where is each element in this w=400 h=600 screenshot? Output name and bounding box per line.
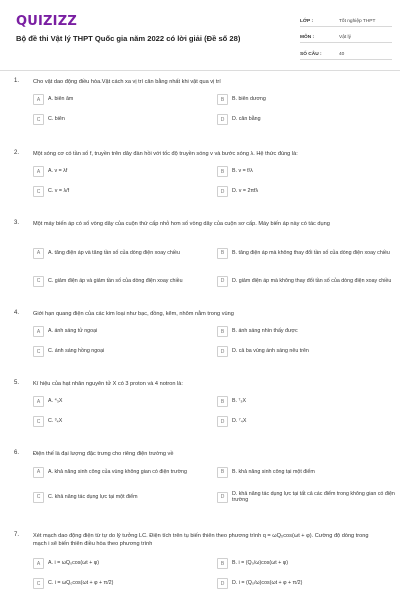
meta-panel [300, 14, 392, 64]
question-text: Điện thế là đại lượng đặc trưng cho riêng điện trường về [33, 451, 174, 457]
option-d[interactable] [217, 112, 395, 127]
option-c[interactable] [33, 112, 211, 127]
meta-value: Vật lý [339, 35, 351, 40]
option-c[interactable] [33, 576, 211, 591]
option-letter: B [217, 248, 228, 259]
option-b[interactable] [217, 394, 395, 409]
option-letter: C [33, 186, 44, 197]
page-header [0, 0, 400, 66]
option-b[interactable] [217, 244, 395, 262]
option-d[interactable] [217, 414, 395, 429]
option-text: B. ⁷₃X [232, 398, 247, 405]
header-divider [0, 70, 400, 71]
option-d[interactable] [217, 184, 395, 199]
option-letter: B [217, 166, 228, 177]
option-text: B. tăng điện áp mà không thay đổi tần số của dòng điện xoay chiều [232, 249, 390, 256]
meta-label: LỚP : [300, 18, 314, 24]
option-b[interactable] [217, 92, 395, 107]
option-text: C. giảm điện áp và giảm tần số của dòng điện xoay chiều [48, 277, 183, 284]
option-text: A. v = λf [48, 168, 68, 175]
option-letter: D [217, 492, 228, 503]
meta-value: 40 [339, 51, 345, 57]
option-d[interactable] [217, 272, 395, 290]
option-a[interactable] [33, 463, 211, 481]
option-d[interactable] [217, 344, 395, 359]
option-letter: B [217, 396, 228, 407]
question-number: 7. [14, 532, 20, 538]
option-a[interactable] [33, 324, 211, 339]
meta-value: Tốt nghiệp THPT [339, 18, 376, 24]
option-text: B. v = f/λ [232, 168, 253, 175]
option-letter: C [33, 578, 44, 589]
option-text: C. biên [48, 116, 65, 123]
option-c[interactable] [33, 272, 211, 290]
option-b[interactable] [217, 324, 395, 339]
quizizz-logo: QUIZIZZ [16, 14, 77, 29]
option-text: D. khả năng tác dụng lực tại tất cả các điểm trong không gian có điện trường [232, 490, 395, 503]
option-a[interactable] [33, 92, 211, 107]
option-letter: A [33, 166, 44, 177]
option-text: A. ánh sáng tử ngoại [48, 328, 98, 335]
meta-row-subject [300, 31, 392, 44]
option-letter: C [33, 114, 44, 125]
option-letter: B [217, 558, 228, 569]
option-text: C. v = λ/f [48, 188, 70, 195]
option-text: D. giảm điện áp mà không thay đổi tần số của dòng điện xoay chiều [232, 277, 392, 284]
option-letter: C [33, 346, 44, 357]
question-text: Giới hạn quang điện của các kim loại như bạc, đồng, kẽm, nhôm nằm trong vùng [33, 311, 234, 317]
option-text: B. i = (Q₀/ω)cos(ωt + φ) [232, 560, 288, 567]
meta-row-count [300, 47, 392, 60]
option-text: B. khả năng sinh công tại một điểm [232, 468, 315, 475]
option-letter: B [217, 467, 228, 478]
option-text: A. ⁴₃X [48, 398, 63, 405]
option-letter: A [33, 467, 44, 478]
option-letter: D [217, 578, 228, 589]
option-a[interactable] [33, 244, 211, 262]
option-text: C. khả năng tác dụng lực tại một điểm [48, 493, 138, 500]
option-text: A. i = ωQ₀cos(ωt + φ) [48, 560, 99, 567]
question-number: 3. [14, 220, 20, 226]
option-text: A. tăng điện áp và tăng tần số của dòng điện xoay chiều [48, 249, 180, 256]
option-c[interactable] [33, 184, 211, 199]
option-a[interactable] [33, 556, 211, 571]
option-text: D. ⁷₄X [232, 418, 247, 425]
option-letter: B [217, 326, 228, 337]
meta-label: MÔN : [300, 35, 315, 40]
question-number: 5. [14, 380, 20, 386]
option-text: D. cân bằng [232, 116, 261, 123]
question-text: Kí hiệu của hạt nhân nguyên tử X có 3 proton và 4 notron là: [33, 381, 183, 387]
option-text: C. ³₄X [48, 418, 63, 425]
option-letter: D [217, 186, 228, 197]
option-text: C. i = ωQ₀cos(ωt + φ + π/2) [48, 580, 114, 587]
question-number: 6. [14, 450, 20, 456]
option-d[interactable] [217, 576, 395, 591]
option-letter: C [33, 492, 44, 503]
option-a[interactable] [33, 164, 211, 179]
option-text: B. ánh sáng nhìn thấy được [232, 328, 298, 335]
option-text: B. biên dương [232, 96, 266, 103]
document-title: Bộ đề thi Vật lý THPT Quốc gia năm 2022 có lời giải (Đề số 28) [16, 34, 241, 43]
option-b[interactable] [217, 556, 395, 571]
option-letter: D [217, 114, 228, 125]
question-number: 2. [14, 150, 20, 156]
option-b[interactable] [217, 164, 395, 179]
option-c[interactable] [33, 488, 211, 506]
option-text: A. biên âm [48, 96, 74, 103]
option-letter: A [33, 396, 44, 407]
option-letter: D [217, 276, 228, 287]
meta-label: SỐ CÂU : [300, 51, 322, 57]
option-a[interactable] [33, 394, 211, 409]
option-letter: C [33, 416, 44, 427]
option-c[interactable] [33, 414, 211, 429]
meta-row-class [300, 14, 392, 27]
question-text: Xét mạch dao động điện từ tự do lý tưởng LC. Điện tích trên tụ biến thiên theo phương trình q = ωQ₀cos(ωt + φ). Cường độ dòng trong mạch i sẽ biến thiên điều hòa theo phương trình [33, 533, 369, 547]
option-letter: D [217, 346, 228, 357]
option-text: D. i = (Q₀/ω)cos(ωt + φ + π/2) [232, 580, 303, 587]
option-letter: A [33, 248, 44, 259]
question-text: Một máy biến áp có số vòng dây của cuộn thứ cấp nhỏ hơn số vòng dây của cuộn sơ cấp. Máy biến áp này có tác dụng [33, 221, 330, 227]
option-letter: A [33, 326, 44, 337]
question-number: 1. [14, 78, 20, 84]
question-text: Một sóng cơ có tần số f, truyền trên dây đàn hồi với tốc độ truyền sóng v và bước sóng λ. Hệ thức đúng là: [33, 151, 298, 157]
option-c[interactable] [33, 344, 211, 359]
option-text: C. ánh sáng hồng ngoại [48, 348, 105, 355]
option-d[interactable] [217, 488, 395, 506]
option-text: D. cả ba vùng ánh sáng nêu trên [232, 348, 309, 355]
option-text: D. v = 2πfλ [232, 188, 259, 195]
question-text: Cho vật dao động điều hòa.Vật cách xa vị trí cân bằng nhất khi vật qua vị trí [33, 79, 221, 85]
option-letter: A [33, 558, 44, 569]
option-letter: D [217, 416, 228, 427]
option-letter: C [33, 276, 44, 287]
option-text: A. khả năng sinh công của vùng không gian có điện trường [48, 468, 187, 475]
option-letter: A [33, 94, 44, 105]
option-b[interactable] [217, 463, 395, 481]
option-letter: B [217, 94, 228, 105]
question-number: 4. [14, 310, 20, 316]
